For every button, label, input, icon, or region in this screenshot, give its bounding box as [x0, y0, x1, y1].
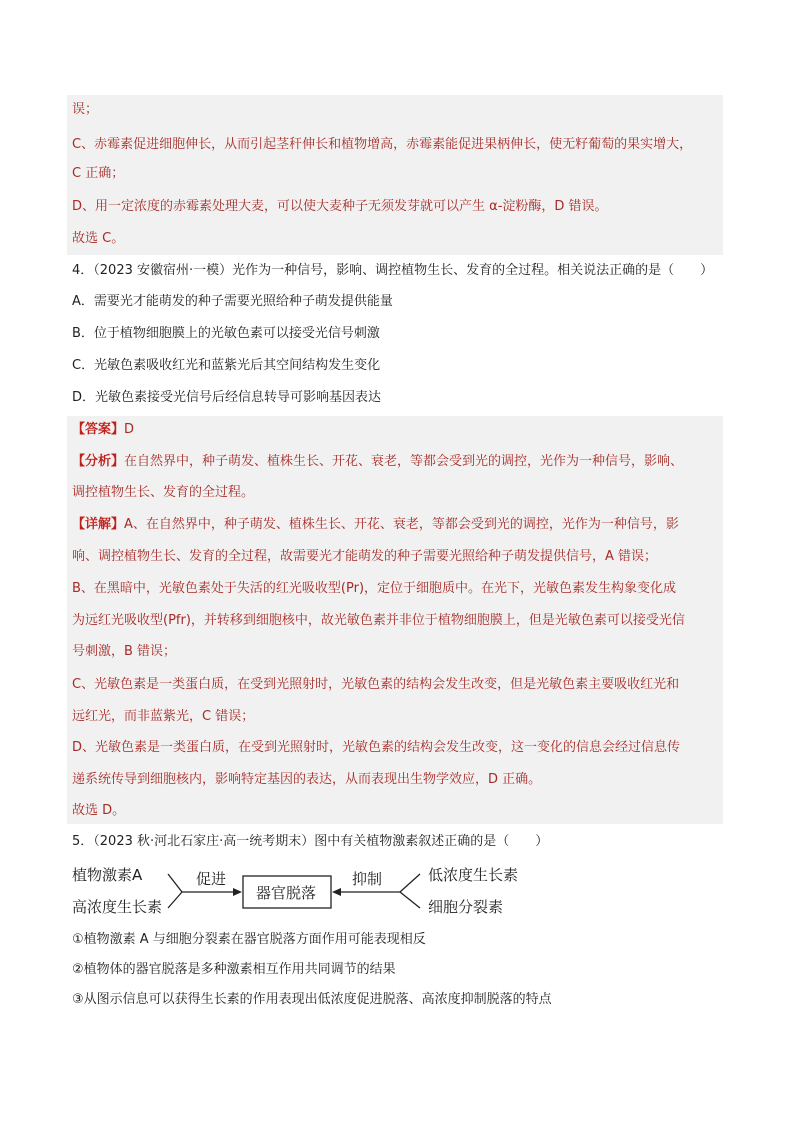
- q4-option-d: D．光敏色素接受光信号后经信息转导可影响基因表达: [72, 390, 382, 405]
- q4-detail-6: C、光敏色素是一类蛋白质，在受到光照射时，光敏色素的结构会发生改变，但是光敏色素主要吸收红光和: [72, 677, 680, 692]
- analysis-text-1: 在自然界中，种子萌发、植株生长、开花、衰老，等都会受到光的调控，光作为一种信号，影响、: [124, 454, 684, 469]
- q4-detail-8: D、光敏色素是一类蛋白质，在受到光照射时，光敏色素的结构会发生改变，这一变化的信息会经过信息传: [72, 740, 681, 755]
- prev-answer-line-2: C、赤霉素促进细胞伸长，从而引起茎秆伸长和植物增高，赤霉素能促进果柄伸长，使无籽葡萄的果实增大，: [72, 137, 693, 152]
- left-bracket-bottom: [168, 892, 182, 908]
- q4-detail-1: [72, 515, 679, 535]
- q4-option-a: A．需要光才能萌发的种子需要光照给种子萌发提供能量: [72, 294, 393, 309]
- q5-statement-1: ①植物激素 A 与细胞分裂素在器官脱落方面作用可能表现相反: [72, 932, 426, 947]
- center-label: 器官脱落: [256, 884, 317, 902]
- answer-value: D: [124, 422, 135, 437]
- q4-conclusion: 故选 D。: [72, 803, 126, 818]
- detail-text-1: A、在自然界中，种子萌发、植株生长、开花、衰老，等都会受到光的调控，光作为一种信号，影: [124, 517, 679, 532]
- left-top-label: 植物激素A: [72, 866, 143, 884]
- right-bracket-top: [400, 874, 420, 892]
- inhibit-label: 抑制: [352, 870, 383, 888]
- answer-tag: 【答案】: [72, 422, 125, 437]
- prev-answer-line-3: C 正确；: [72, 166, 125, 181]
- q4-option-c: C．光敏色素吸收红光和蓝紫光后其空间结构发生变化: [72, 358, 381, 373]
- left-bracket-top: [168, 874, 182, 892]
- analysis-tag: 【分析】: [72, 454, 125, 469]
- promote-arrow-head: [233, 888, 242, 896]
- promote-label: 促进: [196, 870, 227, 888]
- q5-statement-2: ②植物体的器官脱落是多种激素相互作用共同调节的结果: [72, 962, 396, 977]
- prev-answer-line-5: 故选 C。: [72, 231, 125, 246]
- left-bottom-label: 高浓度生长素: [72, 898, 163, 916]
- right-top-label: 低浓度生长素: [428, 866, 519, 884]
- q4-detail-9: 递系统传导到细胞核内，影响特定基因的表达，从而表现出生物学效应，D 正确。: [72, 772, 542, 787]
- q5-statement-3: ③从图示信息可以获得生长素的作用表现出低浓度促进脱落、高浓度抑制脱落的特点: [72, 992, 552, 1007]
- prev-answer-line-4: D、用一定浓度的赤霉素处理大麦，可以使大麦种子无须发芽就可以产生 α-淀粉酶，D 错误。: [72, 199, 608, 214]
- q4-detail-5: 号刺激，B 错误；: [72, 644, 177, 659]
- q4-answer: [72, 420, 134, 440]
- right-bracket-bottom: [400, 892, 420, 908]
- q4-detail-7: 远红光，而非蓝紫光，C 错误；: [72, 709, 255, 724]
- previous-answer-block: [67, 95, 723, 255]
- q4-detail-4: 为远红光吸收型(Pfr)，并转移到细胞核中，故光敏色素并非位于植物细胞膜上，但是光敏色素可以接受光信: [72, 613, 685, 628]
- prev-answer-line-1: 误；: [72, 102, 99, 117]
- hormone-diagram: [70, 858, 540, 928]
- q5-stem: 5．（2023 秋·河北石家庄·高一统考期末）图中有关植物激素叙述正确的是（ ）: [72, 834, 549, 849]
- q4-analysis-1: [72, 452, 683, 472]
- right-bottom-label: 细胞分裂素: [428, 898, 504, 916]
- q4-detail-3: B、在黑暗中，光敏色素处于失活的红光吸收型(Pr)，定位于细胞质中。在光下，光敏色素发生构象变化成: [72, 581, 677, 596]
- q4-option-b: B．位于植物细胞膜上的光敏色素可以接受光信号刺激: [72, 326, 380, 341]
- detail-tag: 【详解】: [72, 517, 125, 532]
- q4-analysis-2: 调控植物生长、发育的全过程。: [72, 485, 255, 500]
- inhibit-arrow-head: [332, 888, 341, 896]
- q4-detail-2: 响、调控植物生长、发育的全过程，故需要光才能萌发的种子需要光照给种子萌发提供信号，A 错误；: [72, 549, 658, 564]
- q4-stem: 4．（2023 安徽宿州·一模）光作为一种信号，影响、调控植物生长、发育的全过程。相关说法正确的是（ ）: [72, 263, 714, 278]
